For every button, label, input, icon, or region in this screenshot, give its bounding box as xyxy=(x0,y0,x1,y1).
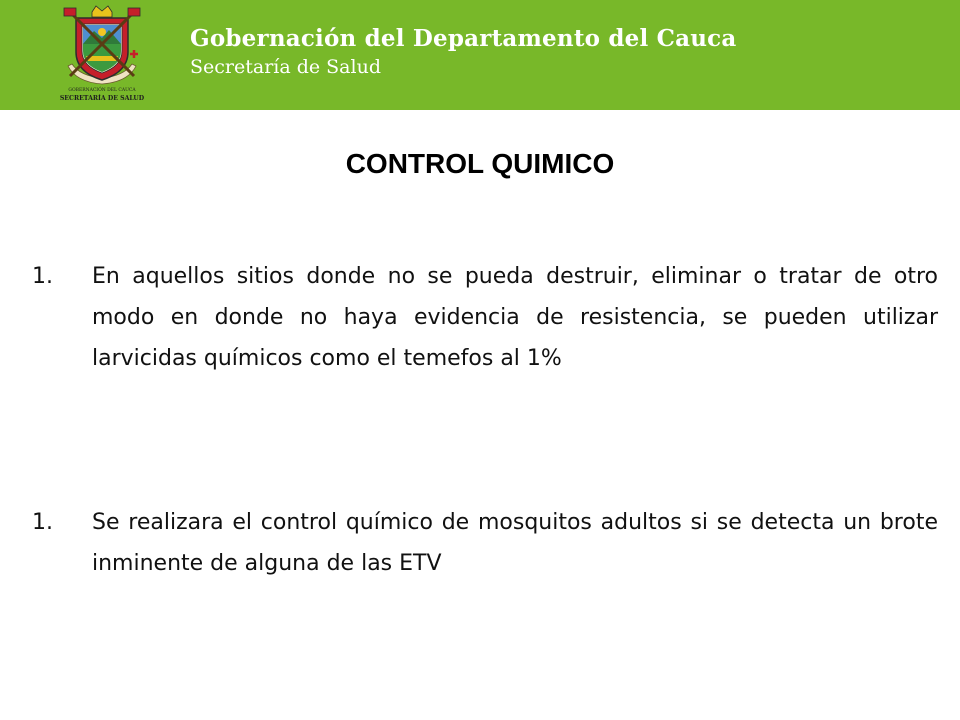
slide-title: CONTROL QUIMICO xyxy=(345,148,615,179)
list-item-number: 1. xyxy=(32,510,53,535)
coat-of-arms-logo xyxy=(46,4,158,106)
organization-title: Gobernación del Departamento del Cauca xyxy=(190,25,737,52)
list-item xyxy=(32,256,938,379)
list-item-text: En aquellos sitios donde no se pueda destruir, eliminar o tratar de otro modo en donde no haya evidencia de resistencia, se pueden utilizar larvicidas químicos como el temefos al 1% xyxy=(92,264,938,371)
header-band xyxy=(0,0,960,110)
logo-caption-line1: GOBERNACIÓN DEL CAUCA xyxy=(68,88,136,93)
organization-subtitle: Secretaría de Salud xyxy=(190,56,381,78)
list-item-number: 1. xyxy=(32,264,53,289)
list-item xyxy=(32,502,938,584)
list-item-text: Se realizara el control químico de mosquitos adultos si se detecta un brote inminente de alguna de las ETV xyxy=(92,510,938,576)
logo-caption-line2: SECRETARÍA DE SALUD xyxy=(59,95,145,102)
